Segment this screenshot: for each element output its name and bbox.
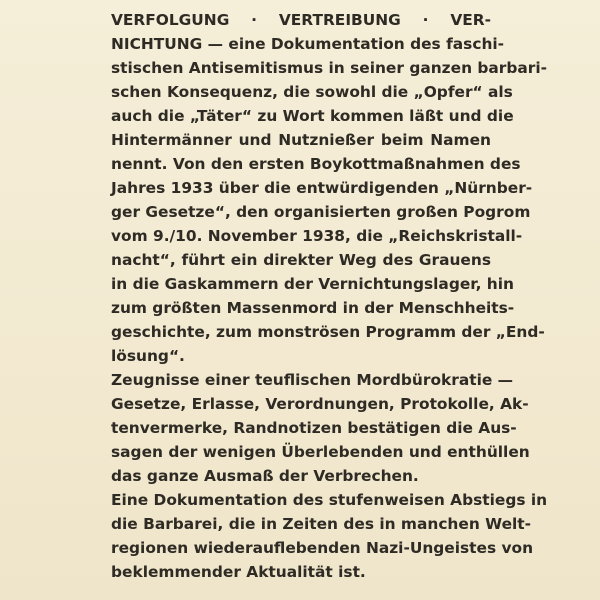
text-line: NICHTUNG — eine Dokumentation des faschi- [111,35,505,53]
paragraph-conclusion [111,488,548,584]
text-line: Jahres 1933 über die entwürdigenden „Nürnber- [111,179,533,197]
text-line: stischen Antisemitismus in seiner ganzen barbari- [111,59,548,77]
text-line: in die Gaskammern der Vernichtungslager, hin [111,275,514,293]
text-line: auch die „Täter“ zu Wort kommen läßt und die [111,107,514,125]
text-line: tenvermerke, Randnotizen bestätigen die Aus- [111,419,517,437]
text-line: Eine Dokumentation des stufenweisen Abstiegs in [111,491,548,509]
text-line: Gesetze, Erlasse, Verordnungen, Protokolle, Ak- [111,395,529,413]
text-line: lösung“. [111,347,185,365]
text-line: sagen der wenigen Überlebenden und enthüllen [111,443,530,461]
text-line: geschichte, zum monströsen Programm der „End- [111,323,545,341]
text-line: das ganze Ausmaß der Verbrechen. [111,467,419,485]
text-line: nennt. Von den ersten Boykottmaßnahmen des [111,155,521,173]
text-line: VERFOLGUNG · VERTREIBUNG · VER- [111,11,491,29]
text-line: die Barbarei, die in Zeiten des in manchen Welt- [111,515,532,533]
text-line: nacht“, führt ein direkter Weg des Grauens [111,251,491,269]
text-line: Zeugnisse einer teuflischen Mordbürokratie — [111,371,514,389]
text-line: ger Gesetze“, den organisierten großen Pogrom [111,203,531,221]
blurb-text [111,8,548,584]
text-line: regionen wiederauflebenden Nazi-Ungeistes von [111,539,534,557]
text-line: beklemmender Aktualität ist. [111,563,366,581]
paragraph-intro [111,8,548,368]
text-line: vom 9./10. November 1938, die „Reichskristall- [111,227,523,245]
text-line: schen Konsequenz, die sowohl die „Opfer“ als [111,83,513,101]
text-line: zum größten Massenmord in der Menschheits- [111,299,515,317]
text-line: Hintermänner und Nutznießer beim Namen [111,131,491,149]
paragraph-testimony [111,368,530,488]
